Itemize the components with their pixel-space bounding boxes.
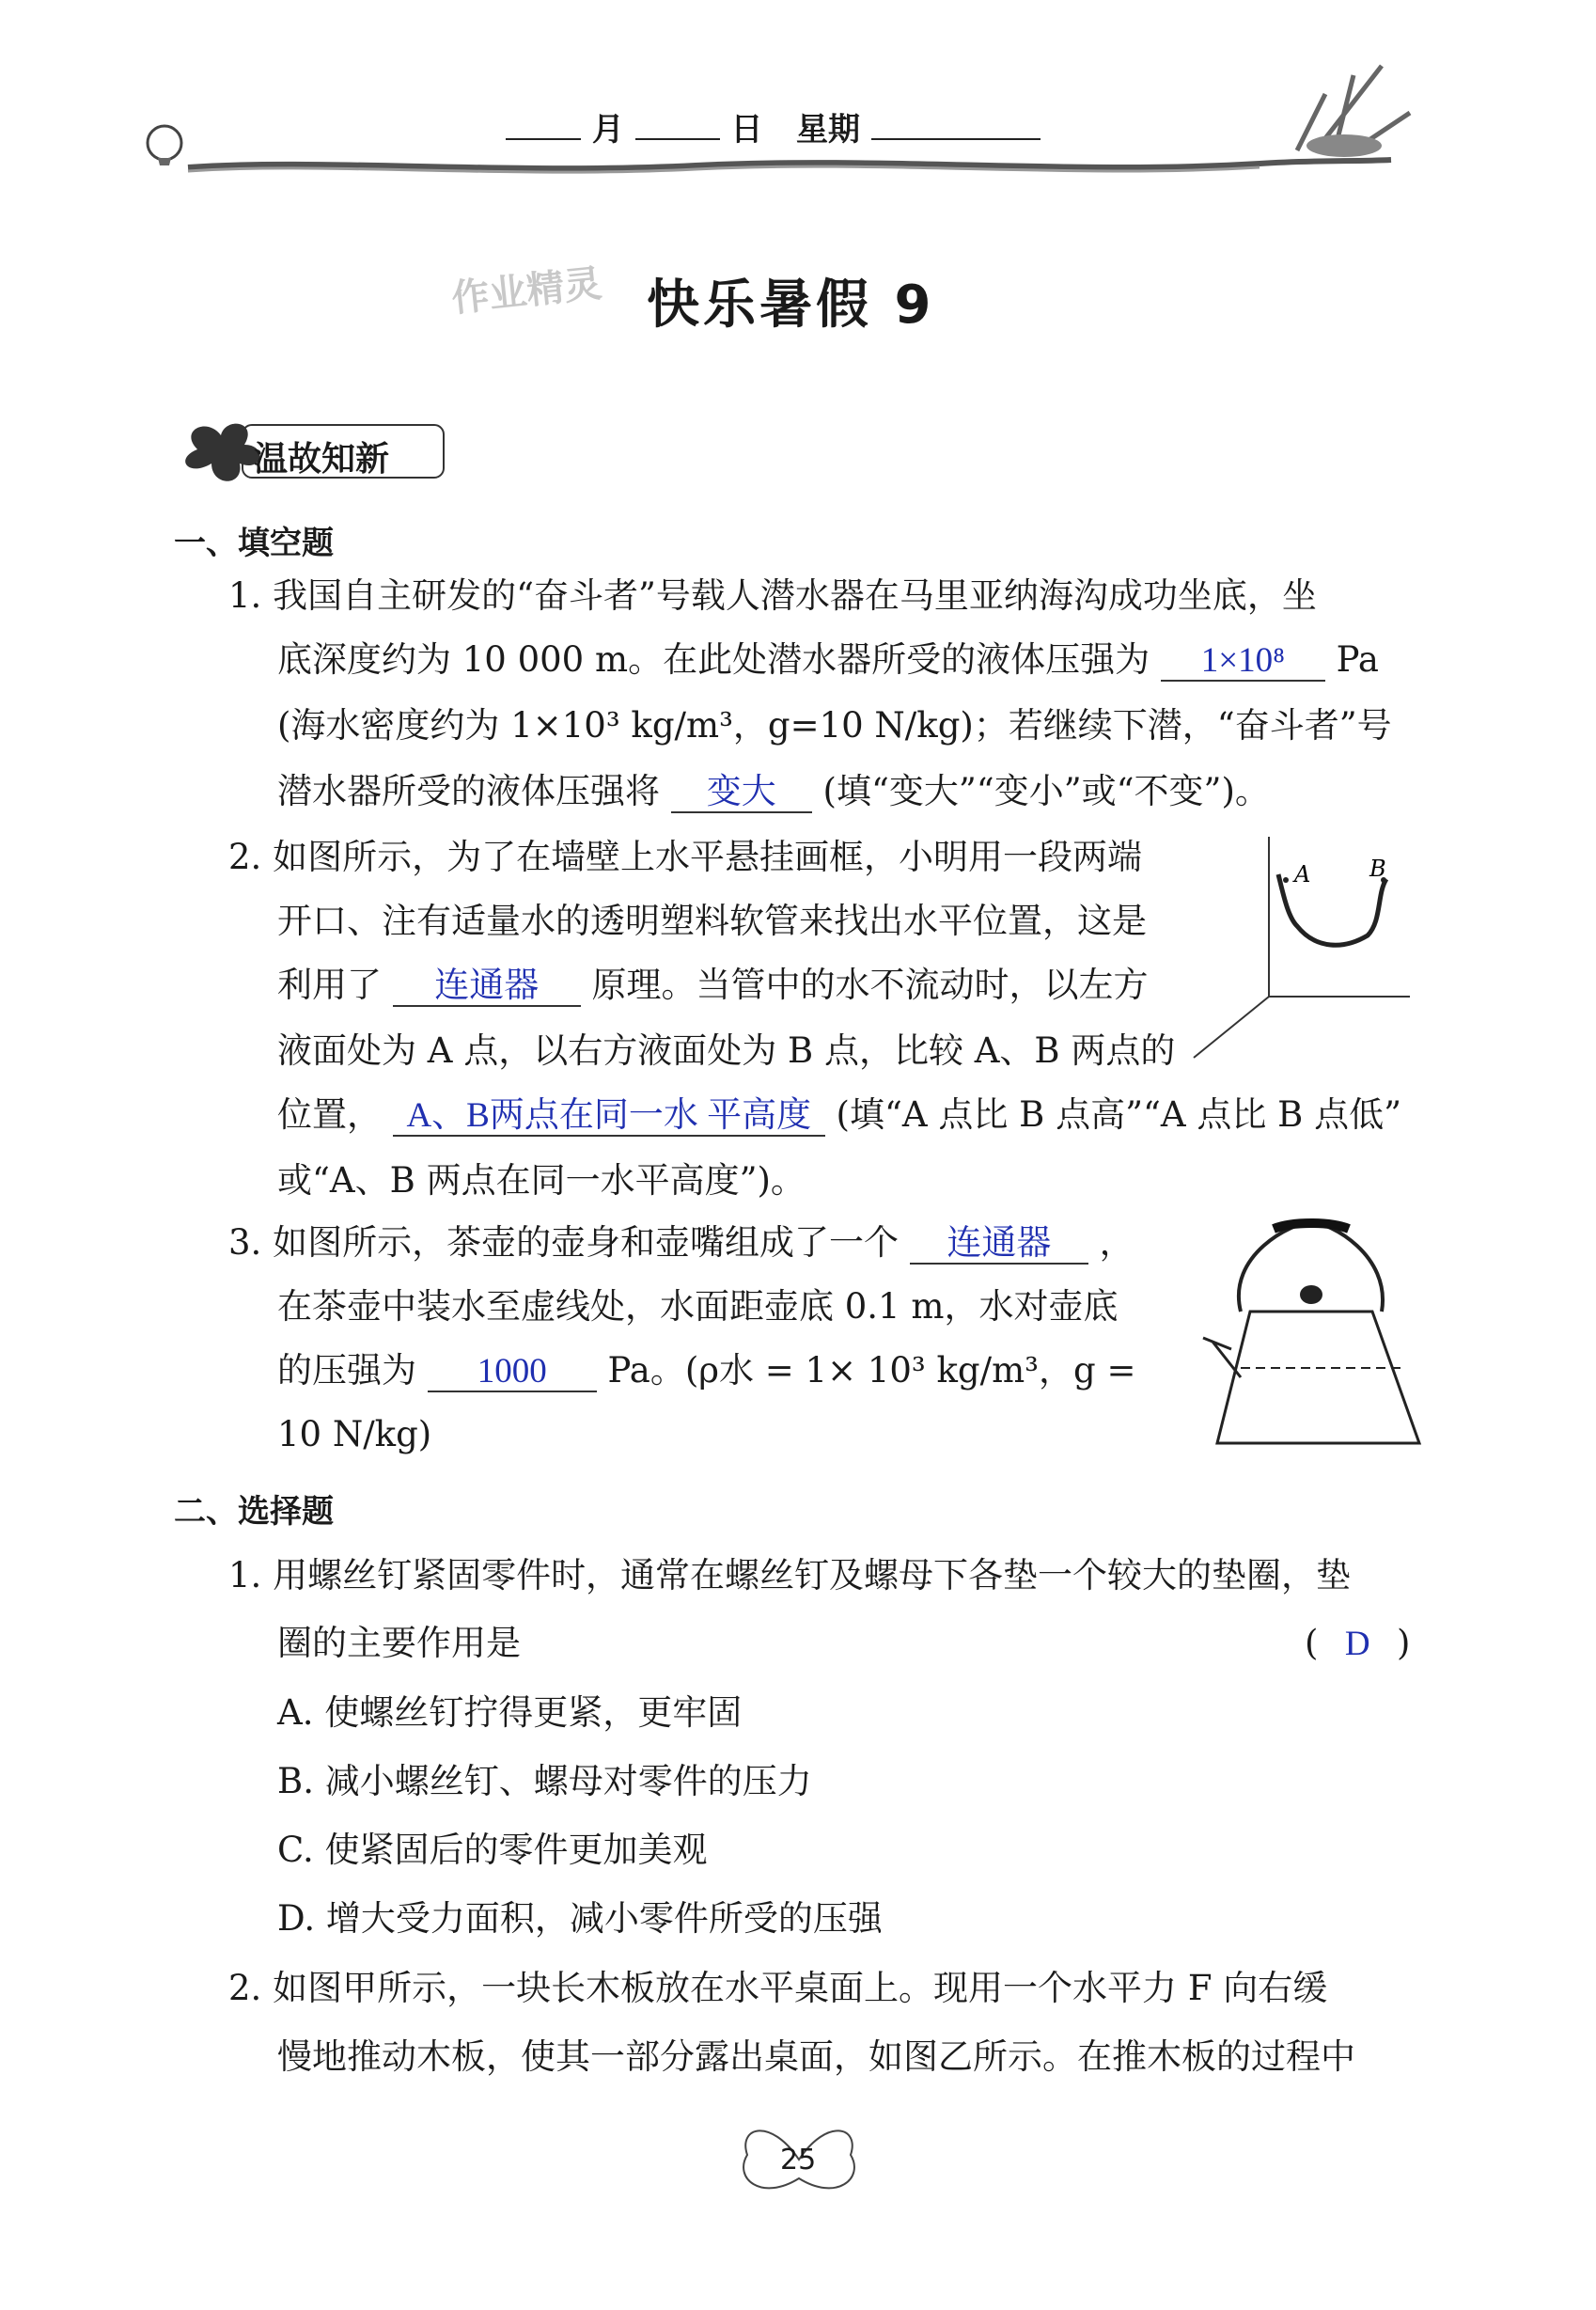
q3-line4: 10 N/kg) <box>277 1414 432 1454</box>
q3-answer-device: 连通器 <box>910 1225 1088 1265</box>
q1-line1: 1. 我国自主研发的“奋斗者”号载人潜水器在马里亚纳海沟成功坐底，坐 <box>228 575 1317 616</box>
c1-line2: 圈的主要作用是 <box>277 1623 521 1663</box>
section-badge: 温故知新 <box>254 440 390 479</box>
q1-line4: 潜水器所受的液体压强将 变大 (填“变大”“变小”或“不变”)。 <box>277 771 1270 811</box>
c1-option-b: B. 减小螺丝钉、螺母对零件的压力 <box>277 1761 812 1801</box>
day-label: 日 <box>730 111 763 149</box>
q2-line6: 或“A、B 两点在同一水平高度”)。 <box>277 1160 806 1201</box>
q3-line2: 在茶壶中装水至虚线处，水面距壶底 0.1 m，水对壶底 <box>277 1286 1119 1327</box>
c2-line1: 2. 如图甲所示，一块长木板放在水平桌面上。现用一个水平力 F 向右缓 <box>228 1968 1328 2008</box>
label-a: A <box>1294 861 1311 888</box>
q2-line1: 2. 如图所示，为了在墙壁上水平悬挂画框，小明用一段两端 <box>228 837 1143 877</box>
c2-line2: 慢地推动木板，使其一部分露出桌面，如图乙所示。在推木板的过程中 <box>277 2036 1355 2077</box>
c1-answer-bracket: ( D ) <box>1305 1623 1411 1663</box>
c1-option-d: D. 增大受力面积，减小零件所受的压强 <box>277 1898 883 1939</box>
q1-line3: (海水密度约为 1×10³ kg/m³，g=10 N/kg)；若继续下潜，“奋斗者”号 <box>277 705 1392 746</box>
q2-answer-principle: 连通器 <box>393 967 581 1007</box>
q2-line3: 利用了 连通器 原理。当管中的水不流动时，以左方 <box>277 965 1149 1005</box>
teapot-figure <box>1198 1218 1424 1448</box>
q2-line2: 开口、注有适量水的透明塑料软管来找出水平位置，这是 <box>277 901 1147 941</box>
q3-answer-pressure: 1000 <box>428 1353 597 1392</box>
section-choice: 二、选择题 <box>174 1493 334 1531</box>
q3-line3: 的压强为 1000 Pa。(ρ水 = 1× 10³ kg/m³，g = <box>277 1350 1136 1391</box>
c1-option-a: A. 使螺丝钉拧得更紧，更牢固 <box>277 1692 743 1733</box>
page-number: 25 <box>780 2144 817 2176</box>
c1-line1: 1. 用螺丝钉紧固零件时，通常在螺丝钉及螺母下各垫一个较大的垫圈，垫 <box>228 1555 1352 1595</box>
q2-line4: 液面处为 A 点，以右方液面处为 B 点，比较 A、B 两点的 <box>277 1030 1176 1071</box>
q3-line1: 3. 如图所示，茶壶的壶身和壶嘴组成了一个 连通器 ， <box>228 1222 1134 1263</box>
q1-answer-pressure: 1×10⁸ <box>1161 642 1325 682</box>
date-line <box>506 103 1041 149</box>
q1-answer-change: 变大 <box>671 774 812 813</box>
q2-line5: 位置， A、B两点在同一水 平高度 (填“A 点比 B 点高”“A 点比 B 点低” <box>277 1094 1402 1135</box>
page-title: 快乐暑假 9 <box>647 275 935 336</box>
watermark: 作业精灵 <box>449 261 604 322</box>
section-fill-blank: 一、填空题 <box>174 525 334 562</box>
q1-line2: 底深度约为 10 000 m。在此处潜水器所受的液体压强为 1×10⁸ Pa <box>277 639 1379 680</box>
month-label: 月 <box>591 111 624 149</box>
hose-figure <box>1184 827 1429 1062</box>
weekday-label: 星期 <box>796 111 861 149</box>
c1-option-c: C. 使紧固后的零件更加美观 <box>277 1830 708 1870</box>
q2-answer-position: A、B两点在同一水 平高度 <box>393 1097 825 1137</box>
label-b: B <box>1369 856 1386 882</box>
c1-answer: D <box>1344 1625 1370 1663</box>
